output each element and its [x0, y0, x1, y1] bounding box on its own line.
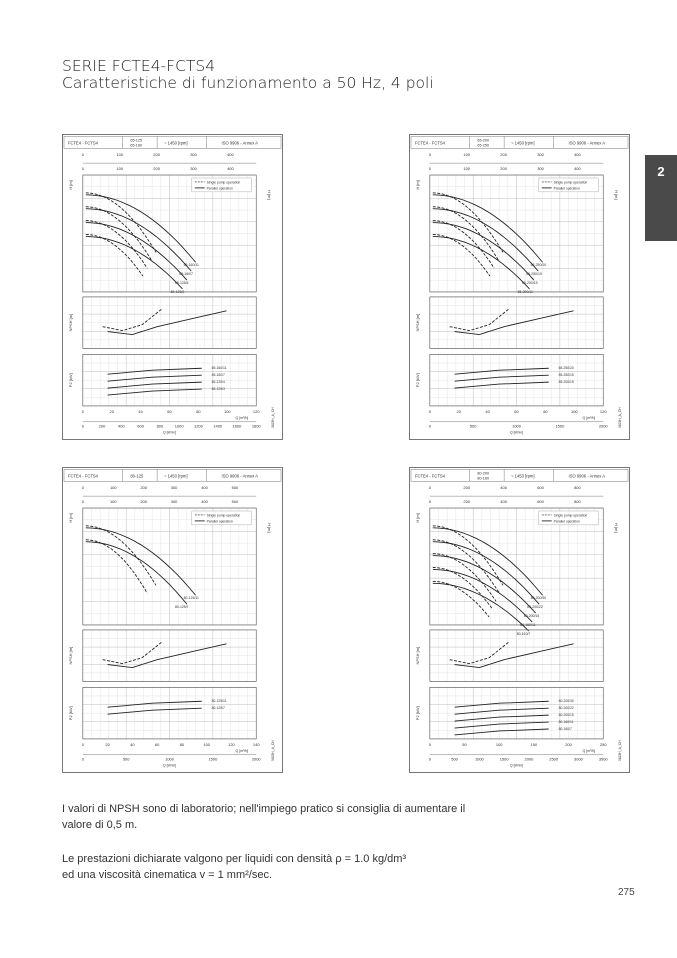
performance-note — [62, 851, 406, 883]
pump-curve-svg — [63, 468, 282, 772]
power-curve — [108, 389, 202, 395]
curve-label: 80-200/30 — [530, 596, 547, 601]
curve-label: 80-160/7 — [516, 631, 531, 636]
header-models-2: 65-250 — [477, 143, 490, 148]
chart-code: 0815H_A_CH — [618, 407, 623, 429]
top-axis — [82, 152, 257, 171]
power-curve — [455, 382, 549, 388]
panel-header — [64, 469, 281, 481]
legend-single-label: Single pump operation — [553, 180, 588, 185]
bottom-unit-m3h: Q [m³/h] — [582, 748, 596, 753]
top-tick-label: 100 — [463, 152, 471, 158]
npsh-curve-single — [103, 642, 162, 664]
top-tick-label: 300 — [170, 485, 178, 491]
bottom-tick-label: 40 — [130, 741, 135, 747]
bottom-tick-label-2: 1500 — [208, 756, 218, 762]
performance-note-line-1: Le prestazioni dichiarate valgono per liquidi con densità ρ = 1.0 kg/dm³ — [62, 853, 407, 865]
npsh-axis-label: NPSH [m] — [414, 313, 420, 332]
top-tick-label-2: 100 — [116, 166, 124, 172]
top-tick-label: 0 — [428, 485, 431, 491]
top-tick-label: 300 — [537, 152, 544, 158]
top-tick-label: 0 — [428, 152, 431, 158]
power-curve-label: 80-160/11 — [558, 720, 574, 725]
bottom-tick-label: 40 — [485, 408, 490, 414]
top-axis — [429, 152, 604, 171]
bottom-tick-label: 140 — [252, 741, 260, 747]
power-curve-label: 80-200/30 — [558, 699, 574, 704]
head-axis-label: H [m] — [414, 513, 420, 523]
bottom-tick-label-2: 1800 — [251, 423, 261, 429]
top-tick-label-2: 500 — [231, 499, 239, 505]
bottom-unit-lmin: Q [l/min] — [509, 430, 524, 435]
npsh-curve-single — [450, 309, 509, 331]
header-series: FCTE4 - FCTS4 — [67, 140, 98, 146]
top-tick-label-2: 200 — [140, 499, 147, 505]
power-curve — [455, 729, 549, 735]
legend-single-label: Single pump operation — [553, 513, 588, 518]
top-tick-label: 100 — [109, 485, 117, 491]
top-tick-label-2: 0 — [428, 166, 431, 172]
bottom-tick-label: 100 — [495, 741, 503, 747]
performance-note-line-2: ed una viscosità cinematica v = 1 mm²/sec. — [62, 869, 272, 881]
header-speed: ~ 1450 [rpm] — [164, 140, 188, 146]
bottom-tick-label-2: 1000 — [512, 423, 521, 429]
top-axis — [429, 485, 604, 504]
bottom-unit-lmin: Q [l/min] — [509, 763, 524, 768]
curve-label: 65-250/15 — [526, 272, 542, 277]
bottom-tick-label-2: 1400 — [213, 423, 223, 429]
top-tick-label-2: 0 — [81, 499, 84, 505]
bottom-tick-label-2: 2500 — [549, 756, 559, 762]
top-tick-label: 100 — [116, 152, 124, 158]
bottom-tick-label-2: 500 — [122, 756, 130, 762]
npsh-chart — [68, 297, 256, 349]
top-tick-label-2: 200 — [463, 499, 471, 505]
bottom-tick-label-2: 3500 — [598, 756, 608, 762]
chart-code: 0815H_A_CH — [618, 740, 623, 762]
bottom-tick-label-2: 800 — [156, 423, 164, 429]
header-models-1: 65-125 — [130, 138, 143, 143]
chart-legend — [539, 511, 598, 525]
power-curve-label: 80-125/7 — [211, 706, 225, 711]
top-tick-label: 0 — [81, 485, 84, 491]
npsh-note — [62, 801, 465, 833]
power-chart — [415, 687, 603, 739]
header-series: FCTE4 - FCTS4 — [67, 473, 98, 479]
curve-label: 65-160/7 — [179, 272, 193, 277]
npsh-axis-label: NPSH [m] — [67, 646, 73, 665]
header-speed: ~ 1450 [rpm] — [511, 473, 535, 479]
legend-parallel-label: Parallel operation — [206, 186, 233, 191]
bottom-tick-label: 60 — [514, 408, 519, 414]
curve-label: 80-200/15 — [523, 614, 540, 619]
chart-legend — [192, 511, 251, 525]
top-tick-label: 400 — [574, 152, 581, 158]
panel-header — [411, 469, 628, 481]
head-axis-label-right: H [m] — [614, 523, 620, 533]
chart-code: 0815H_A_CH — [271, 407, 276, 429]
bottom-tick-label-2: 1000 — [174, 423, 184, 429]
pump-curve-panel-3 — [62, 467, 283, 773]
npsh-note-line-2: valore di 0,5 m. — [62, 819, 138, 831]
bottom-tick-label: 150 — [530, 741, 538, 747]
bottom-tick-label-2: 0 — [428, 423, 431, 429]
bottom-tick-label-2: 200 — [98, 423, 106, 429]
bottom-tick-label-2: 2000 — [598, 423, 608, 429]
bottom-tick-label-2: 2000 — [251, 756, 261, 762]
bottom-unit-m3h: Q [m³/h] — [235, 748, 249, 753]
top-tick-label: 400 — [227, 152, 234, 158]
header-iso: ISO 9906 - Annex A — [221, 140, 259, 146]
top-tick-label-2: 600 — [537, 499, 544, 505]
bottom-axis — [82, 742, 262, 768]
bottom-tick-label-2: 3000 — [574, 756, 583, 762]
bottom-tick-label-2: 1000 — [474, 756, 484, 762]
bottom-tick-label-2: 500 — [469, 423, 477, 429]
top-tick-label-2: 0 — [81, 166, 84, 172]
top-tick-label: 600 — [537, 485, 544, 491]
bottom-tick-label: 100 — [224, 408, 231, 414]
bottom-tick-label-2: 500 — [451, 756, 458, 762]
power-curve-label: 65-250/20 — [558, 366, 574, 371]
header-series: FCTE4 - FCTS4 — [414, 140, 445, 146]
curve-label: 80-200/22 — [527, 605, 543, 610]
header-models-1: 80-125 — [130, 473, 144, 479]
power-curve — [455, 722, 549, 728]
header-iso: ISO 9906 - Annex A — [568, 473, 606, 479]
header-models-2: 65-160 — [130, 143, 143, 148]
header-models-2: 80-160 — [477, 476, 490, 481]
pump-curve-svg — [410, 468, 629, 772]
bottom-tick-label-2: 1600 — [232, 423, 242, 429]
head-axis-label-right: H [m] — [267, 190, 273, 200]
parallel-pump-curve — [86, 195, 196, 262]
parallel-pump-curve — [86, 528, 196, 595]
bottom-unit-lmin: Q [l/min] — [162, 430, 177, 435]
legend-parallel-label: Parallel operation — [553, 186, 580, 191]
power-axis-label: P2 [kW] — [414, 373, 420, 388]
bottom-tick-label-2: 600 — [137, 423, 144, 429]
chapter-tab[interactable] — [645, 155, 677, 241]
power-curve-label: 65-250/15 — [558, 373, 574, 378]
curve-label: 80-125/7 — [174, 605, 189, 610]
bottom-tick-label-2: 0 — [81, 756, 84, 762]
bottom-tick-label-2: 0 — [81, 423, 84, 429]
bottom-tick-label: 60 — [167, 408, 172, 414]
bottom-tick-label-2: 1500 — [555, 423, 565, 429]
bottom-tick-label-2: 1200 — [194, 423, 203, 429]
bottom-tick-label: 0 — [81, 741, 84, 747]
top-axis — [82, 485, 257, 504]
bottom-tick-label-2: 2000 — [524, 756, 534, 762]
pump-curve-panel-4 — [409, 467, 630, 773]
bottom-tick-label: 250 — [599, 741, 607, 747]
power-curve — [455, 715, 549, 721]
top-tick-label: 200 — [500, 152, 507, 158]
power-curve — [455, 368, 549, 374]
power-curve — [108, 382, 202, 388]
pump-curve-svg — [410, 135, 629, 439]
head-axis-label-right: H [m] — [267, 523, 273, 533]
bottom-tick-label: 120 — [228, 741, 235, 747]
bottom-tick-label: 20 — [105, 741, 110, 747]
power-curve-label: 80-200/22 — [558, 706, 574, 711]
header-models-1: 80-200 — [477, 471, 490, 476]
head-chart — [415, 175, 619, 294]
bottom-tick-label: 50 — [462, 741, 467, 747]
bottom-tick-label-2: 0 — [428, 756, 431, 762]
single-pump-curve — [433, 581, 489, 617]
header-series: FCTE4 - FCTS4 — [414, 473, 445, 479]
top-tick-label-2: 200 — [153, 166, 160, 172]
bottom-tick-label-2: 400 — [118, 423, 125, 429]
bottom-tick-label: 40 — [138, 408, 143, 414]
bottom-tick-label: 120 — [252, 408, 260, 414]
bottom-unit-m3h: Q [m³/h] — [235, 415, 249, 420]
power-chart — [415, 354, 603, 406]
head-axis-label: H [m] — [414, 180, 420, 190]
bottom-unit-lmin: Q [l/min] — [162, 763, 177, 768]
power-chart — [68, 354, 256, 406]
parallel-pump-curve — [433, 195, 543, 262]
bottom-axis — [429, 409, 609, 435]
bottom-unit-m3h: Q [m³/h] — [582, 415, 596, 420]
npsh-note-line-1: I valori di NPSH sono di laboratorio; nell'impiego pratico si consiglia di aumentare il — [62, 803, 466, 815]
pump-curve-panel-1 — [62, 134, 283, 440]
top-tick-label-2: 300 — [537, 166, 544, 172]
top-tick-label-2: 300 — [170, 499, 178, 505]
page-number: 275 — [618, 887, 635, 898]
top-tick-label-2: 100 — [463, 166, 471, 172]
head-axis-label-right: H [m] — [614, 190, 620, 200]
top-tick-label-2: 400 — [500, 499, 507, 505]
power-curve — [108, 368, 202, 374]
legend-single-label: Single pump operation — [206, 180, 241, 185]
curve-label: 80-125/11 — [183, 596, 199, 601]
panel-header — [64, 136, 281, 148]
head-chart — [68, 175, 272, 294]
header-iso: ISO 9906 - Annex A — [221, 473, 259, 479]
top-tick-label: 500 — [231, 485, 239, 491]
legend-single-label: Single pump operation — [206, 513, 241, 518]
npsh-chart — [415, 297, 603, 349]
pump-curve-svg — [63, 135, 282, 439]
power-curve-label: 65-125/4 — [211, 380, 225, 385]
power-chart — [68, 687, 256, 739]
chart-code: 0815H_A_CH — [271, 740, 276, 762]
top-tick-label-2: 300 — [190, 166, 197, 172]
power-curve-label: 65-200/15 — [558, 380, 574, 385]
chapter-tab-label: 2 — [657, 164, 665, 179]
bottom-tick-label: 20 — [109, 408, 114, 414]
npsh-chart — [415, 630, 603, 682]
power-axis-label: P2 [kW] — [67, 706, 73, 721]
pump-curve-panel-2 — [409, 134, 630, 440]
npsh-curve-single — [450, 642, 509, 664]
top-tick-label: 200 — [140, 485, 147, 491]
power-curve-label: 65-125/3 — [211, 387, 225, 392]
bottom-tick-label: 80 — [543, 408, 548, 414]
head-chart — [68, 508, 272, 625]
power-curve-label: 80-160/7 — [558, 726, 572, 731]
parallel-pump-curve — [86, 542, 187, 604]
bottom-tick-label: 100 — [571, 408, 578, 414]
page-title — [62, 58, 434, 92]
head-axis-label: H [m] — [67, 180, 73, 190]
curve-label: 80-160/11 — [520, 622, 536, 627]
npsh-chart — [68, 630, 256, 682]
curve-label: 65-200/11 — [517, 289, 533, 294]
bottom-axis — [429, 742, 609, 768]
header-models-1: 65-200 — [477, 138, 490, 143]
curve-label: 65-125/3 — [170, 289, 185, 294]
top-tick-label: 200 — [463, 485, 471, 491]
header-iso: ISO 9906 - Annex A — [568, 140, 606, 146]
bottom-axis — [82, 409, 262, 435]
top-tick-label: 400 — [500, 485, 507, 491]
bottom-tick-label: 80 — [196, 408, 201, 414]
bottom-tick-label: 60 — [154, 741, 160, 747]
power-curve — [108, 701, 202, 707]
bottom-tick-label: 0 — [81, 408, 84, 414]
bottom-tick-label: 200 — [565, 741, 572, 747]
top-tick-label-2: 100 — [109, 499, 117, 505]
npsh-axis-label: NPSH [m] — [67, 313, 73, 332]
head-axis-label: H [m] — [67, 513, 73, 523]
bottom-tick-label: 0 — [428, 741, 431, 747]
top-tick-label: 400 — [201, 485, 208, 491]
npsh-axis-label: NPSH [m] — [414, 646, 420, 665]
top-tick-label-2: 400 — [574, 166, 581, 172]
top-tick-label-2: 400 — [201, 499, 208, 505]
top-tick-label-2: 0 — [428, 499, 431, 505]
power-curve-label: 65-160/11 — [211, 366, 227, 371]
header-speed: ~ 1450 [rpm] — [511, 140, 535, 146]
power-curve-label: 65-160/7 — [211, 373, 225, 378]
bottom-tick-label: 80 — [179, 741, 185, 747]
power-axis-label: P2 [kW] — [414, 706, 420, 721]
bottom-tick-label: 20 — [456, 408, 461, 414]
title-line-2: Caratteristiche di funzionamento a 50 Hz, 4 poli — [62, 74, 434, 92]
top-tick-label-2: 800 — [574, 499, 581, 505]
head-chart — [415, 508, 619, 636]
top-tick-label-2: 400 — [227, 166, 234, 172]
bottom-tick-label-2: 1000 — [165, 756, 174, 762]
title-line-1: SERIE FCTE4-FCTS4 — [62, 57, 216, 75]
power-axis-label: P2 [kW] — [67, 373, 73, 388]
top-tick-label: 0 — [81, 152, 84, 158]
curve-label: 65-125/4 — [174, 281, 189, 286]
curve-label: 65-250/20 — [530, 263, 547, 268]
bottom-tick-label-2: 1500 — [499, 756, 509, 762]
npsh-curve-single — [103, 309, 162, 331]
curve-label: 65-200/15 — [521, 281, 538, 286]
power-curve-label: 80-200/15 — [558, 713, 574, 718]
bottom-tick-label: 0 — [428, 408, 431, 414]
curve-label: 65-160/11 — [183, 263, 199, 268]
panel-header — [411, 136, 628, 148]
top-tick-label-2: 200 — [500, 166, 507, 172]
top-tick-label: 800 — [574, 485, 581, 491]
chart-legend — [192, 178, 251, 192]
top-tick-label: 300 — [190, 152, 197, 158]
header-speed: ~ 1450 [rpm] — [164, 473, 188, 479]
legend-parallel-label: Parallel operation — [553, 519, 580, 524]
bottom-tick-label: 120 — [599, 408, 607, 414]
power-curve-label: 80-125/11 — [211, 699, 227, 704]
chart-legend — [539, 178, 598, 192]
legend-parallel-label: Parallel operation — [206, 519, 233, 524]
bottom-tick-label: 100 — [203, 741, 210, 747]
power-curve — [455, 701, 549, 707]
top-tick-label: 200 — [153, 152, 160, 158]
